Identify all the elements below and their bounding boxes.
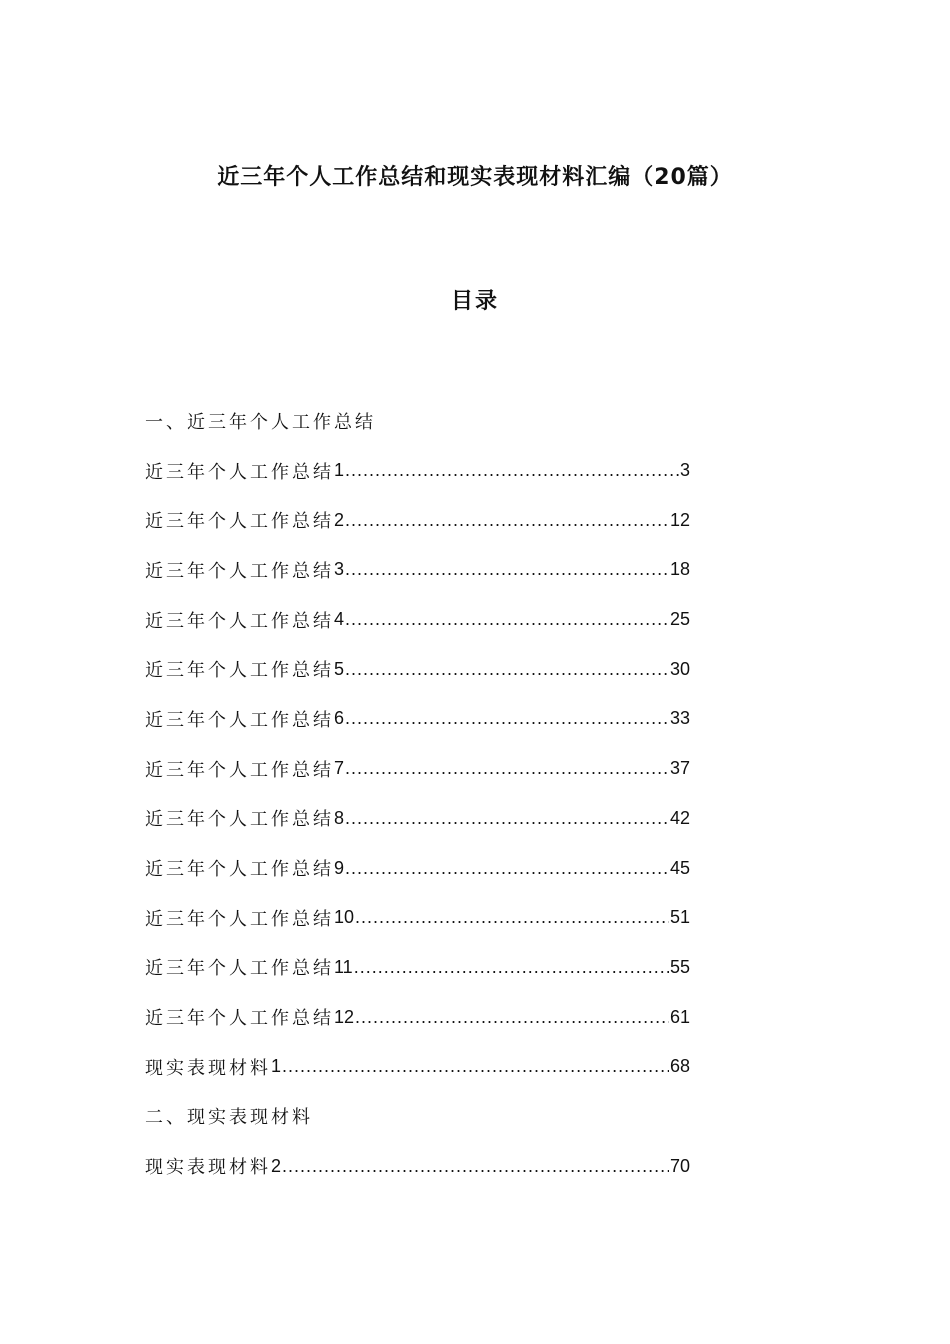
toc-entry-label: 现实表现材料 bbox=[145, 1057, 271, 1079]
toc-page-number: 42 bbox=[669, 807, 690, 828]
toc-leader-dots bbox=[345, 659, 669, 680]
toc-entry-label: 近三年个人工作总结 bbox=[145, 709, 334, 731]
toc-page-number: 3 bbox=[679, 460, 690, 481]
toc-entry-label: 近三年个人工作总结 bbox=[145, 511, 334, 533]
toc-entry[interactable] bbox=[145, 794, 690, 844]
toc-leader-dots bbox=[282, 1156, 669, 1177]
toc-entry[interactable] bbox=[145, 545, 690, 595]
toc-page-number: 70 bbox=[669, 1155, 690, 1176]
toc-leader-dots bbox=[345, 758, 669, 779]
toc-entry-label: 现实表现材料 bbox=[145, 1157, 271, 1179]
toc-entry[interactable] bbox=[145, 495, 690, 545]
toc-entry[interactable] bbox=[145, 992, 690, 1042]
toc-entry[interactable] bbox=[145, 694, 690, 744]
toc-entry-number: 11 bbox=[334, 956, 353, 977]
toc-entry[interactable] bbox=[145, 744, 690, 794]
toc-entry-label: 近三年个人工作总结 bbox=[145, 461, 334, 483]
toc-leader-dots bbox=[345, 708, 669, 729]
toc-page-number: 45 bbox=[669, 857, 690, 878]
toc-entry[interactable] bbox=[145, 1141, 690, 1191]
toc-leader-dots bbox=[345, 858, 669, 879]
toc-entry-label: 近三年个人工作总结 bbox=[145, 859, 334, 881]
toc-entry-number: 1 bbox=[334, 460, 345, 481]
toc-section-heading: 二、现实表现材料 bbox=[145, 1107, 313, 1129]
toc-entry-label: 近三年个人工作总结 bbox=[145, 660, 334, 682]
toc-entry-label: 近三年个人工作总结 bbox=[145, 1008, 334, 1030]
toc-heading: 目录 bbox=[450, 289, 499, 314]
toc-entry[interactable] bbox=[145, 446, 690, 496]
toc-entry-label: 近三年个人工作总结 bbox=[145, 610, 334, 632]
toc-page-number: 33 bbox=[669, 708, 690, 729]
toc-leader-dots bbox=[345, 510, 669, 531]
toc-entry-number: 8 bbox=[334, 807, 345, 828]
toc-entry-number: 2 bbox=[334, 509, 345, 530]
toc-entry-number: 7 bbox=[334, 758, 345, 779]
toc-leader-dots bbox=[355, 1007, 669, 1028]
toc-entry-label: 近三年个人工作总结 bbox=[145, 560, 334, 582]
toc-entry-number: 6 bbox=[334, 708, 345, 729]
toc-section-heading: 一、近三年个人工作总结 bbox=[145, 411, 376, 433]
toc-entry-label: 近三年个人工作总结 bbox=[145, 759, 334, 781]
toc-entry[interactable] bbox=[145, 1042, 690, 1092]
toc-entry-number: 9 bbox=[334, 857, 345, 878]
toc-leader-dots bbox=[345, 460, 679, 481]
toc-entry-number: 10 bbox=[334, 907, 355, 928]
toc-entry-number: 2 bbox=[271, 1155, 282, 1176]
toc-entry-label: 近三年个人工作总结 bbox=[145, 958, 334, 980]
toc-leader-dots bbox=[345, 808, 669, 829]
toc-page-number: 12 bbox=[669, 509, 690, 530]
toc-entry[interactable] bbox=[145, 893, 690, 943]
toc-page-number: 68 bbox=[669, 1056, 690, 1077]
toc-leader-dots bbox=[345, 559, 669, 580]
toc-page-number: 61 bbox=[669, 1006, 690, 1027]
toc-page-number: 25 bbox=[669, 609, 690, 630]
toc-entry[interactable] bbox=[145, 644, 690, 694]
toc-page-number: 55 bbox=[669, 956, 690, 977]
toc-page-number: 30 bbox=[669, 658, 690, 679]
toc-leader-dots bbox=[354, 957, 669, 978]
toc-leader-dots bbox=[355, 907, 669, 928]
toc-leader-dots bbox=[282, 1056, 669, 1077]
toc-entry[interactable] bbox=[145, 843, 690, 893]
toc-entry-number: 4 bbox=[334, 609, 345, 630]
toc-entry-number: 12 bbox=[334, 1006, 355, 1027]
document-title: 近三年个人工作总结和现实表现材料汇编（20篇） bbox=[217, 165, 733, 190]
toc-leader-dots bbox=[345, 609, 669, 630]
toc-entry[interactable] bbox=[145, 943, 690, 993]
toc-entry-number: 1 bbox=[271, 1056, 282, 1077]
table-of-contents bbox=[145, 396, 690, 1191]
toc-entry-label: 近三年个人工作总结 bbox=[145, 809, 334, 831]
toc-page-number: 51 bbox=[669, 907, 690, 928]
toc-entry-number: 5 bbox=[334, 658, 345, 679]
toc-entry-number: 3 bbox=[334, 559, 345, 580]
toc-entry-label: 近三年个人工作总结 bbox=[145, 908, 334, 930]
toc-page-number: 18 bbox=[669, 559, 690, 580]
toc-entry[interactable] bbox=[145, 595, 690, 645]
toc-page-number: 37 bbox=[669, 758, 690, 779]
